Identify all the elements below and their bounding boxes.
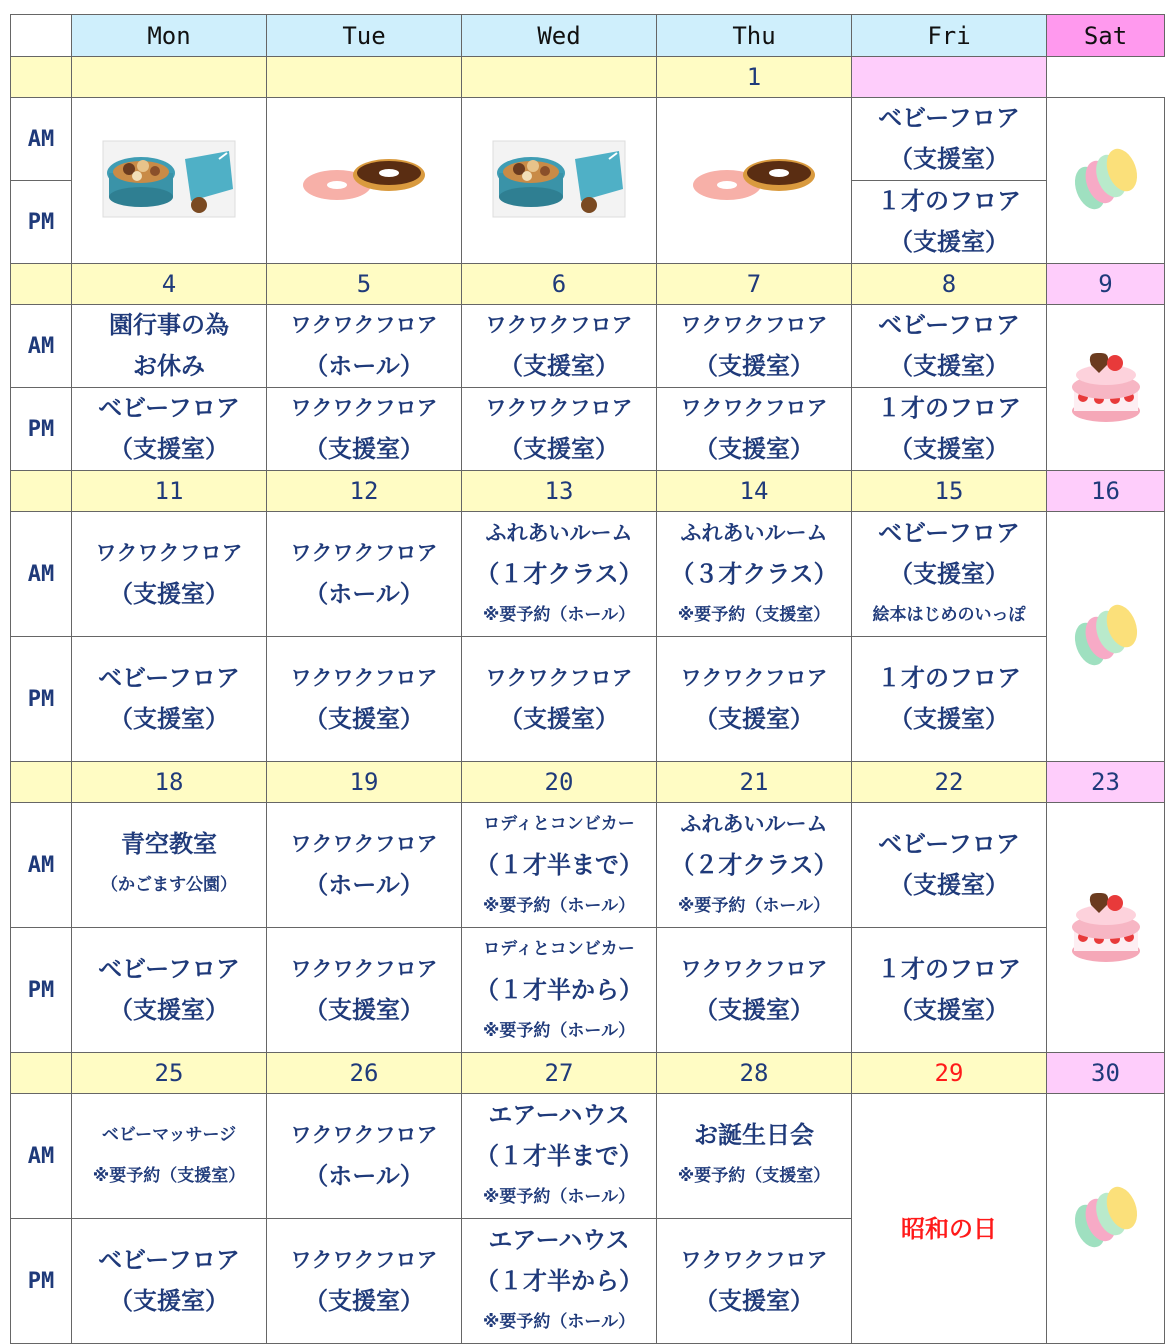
- cell-tue-am: [267, 305, 462, 388]
- picture-cell: [72, 98, 267, 264]
- event-title: エアーハウス: [488, 1100, 630, 1129]
- date-cell: 1: [657, 57, 852, 98]
- event: [267, 949, 461, 1031]
- event-detail: （１才半まで）: [475, 850, 643, 879]
- cell-tue-am: [267, 803, 462, 928]
- macaron-icon: [1066, 146, 1146, 216]
- event-detail: ※要予約（ホール）: [482, 1020, 636, 1041]
- am-row: [11, 803, 1165, 928]
- event-title: ワクワクフロア: [485, 396, 633, 420]
- cell-wed-pm: [462, 388, 657, 471]
- cell-wed-am: [462, 803, 657, 928]
- date-cell: 29: [852, 1053, 1047, 1094]
- event-detail: （支援室）: [889, 559, 1009, 588]
- event-title: お誕生日会: [694, 1121, 814, 1149]
- date-cell: 4: [72, 264, 267, 305]
- event-detail: （支援室）: [304, 705, 424, 733]
- event-detail: （支援室）: [694, 996, 814, 1024]
- pm-label: PM: [11, 637, 72, 762]
- date-row: [11, 471, 1165, 512]
- event-title: ワクワクフロア: [290, 957, 438, 981]
- event: [462, 929, 656, 1052]
- cell-mon-am: [72, 512, 267, 637]
- event: [657, 1115, 851, 1197]
- event-detail: ※要予約（ホール）: [482, 604, 636, 625]
- cell-thu-pm: [657, 1219, 852, 1344]
- cell-thu-am: [657, 1094, 852, 1219]
- cell-fri-pm: [852, 181, 1047, 264]
- event-detail: （支援室）: [889, 705, 1009, 733]
- event: [267, 533, 461, 615]
- cell-thu-am: [657, 803, 852, 928]
- event-title: ワクワクフロア: [485, 313, 633, 337]
- cell-wed-am: [462, 305, 657, 388]
- cell-fri-am: [852, 512, 1047, 637]
- event-title: ベビーフロア: [878, 518, 1020, 547]
- cell-tue-am: [267, 1094, 462, 1219]
- event-detail: （ホール）: [304, 1162, 424, 1190]
- event-title: １才のフロア: [877, 187, 1021, 215]
- event-detail: （支援室）: [889, 996, 1009, 1024]
- date-row-label: [11, 1053, 72, 1094]
- date-cell: 27: [462, 1053, 657, 1094]
- event-detail: （１才半から）: [475, 1266, 643, 1295]
- event-detail: お休み: [133, 352, 205, 380]
- event: [72, 1240, 266, 1322]
- event: [852, 824, 1046, 906]
- strawberry-cake-icon: [1069, 887, 1143, 969]
- event-detail: （支援室）: [109, 705, 229, 733]
- event-title: ベビーフロア: [98, 955, 240, 983]
- event-title: ベビーフロア: [878, 311, 1020, 339]
- event-title: ワクワクフロア: [485, 666, 633, 690]
- macaron-icon: [1066, 602, 1146, 672]
- date-row-label: [11, 471, 72, 512]
- event-detail: （支援室）: [889, 435, 1009, 463]
- cell-mon-am: [72, 305, 267, 388]
- event: [657, 388, 851, 470]
- date-row: [11, 264, 1165, 305]
- day-header-mon: Mon: [72, 15, 267, 57]
- event: [657, 949, 851, 1031]
- cell-mon-pm: [72, 637, 267, 762]
- am-label: AM: [11, 305, 72, 388]
- event: [267, 1240, 461, 1322]
- cell-wed-am: [462, 512, 657, 637]
- event-detail: （支援室）: [889, 228, 1009, 256]
- picture-cell: [657, 98, 852, 264]
- event-title: １才のフロア: [877, 394, 1021, 422]
- day-header-wed: Wed: [462, 15, 657, 57]
- event-title: 園行事の為: [109, 311, 229, 339]
- date-cell: 5: [267, 264, 462, 305]
- event-title: ふれあいルーム: [680, 520, 828, 545]
- pm-label: PM: [11, 1219, 72, 1344]
- cell-thu-am: [657, 305, 852, 388]
- event-title: ワクワクフロア: [680, 396, 828, 420]
- event: [72, 305, 266, 387]
- am-row: [11, 512, 1165, 637]
- event: [462, 1220, 656, 1343]
- macaron-icon: [1066, 1184, 1146, 1254]
- event-detail: （支援室）: [304, 435, 424, 463]
- date-cell: [462, 57, 657, 98]
- date-row: [11, 57, 1165, 98]
- cell-fri-pm: [852, 928, 1047, 1053]
- saturday-cell: [1047, 512, 1165, 762]
- pm-row: [11, 928, 1165, 1053]
- pm-row: [11, 637, 1165, 762]
- event-detail: （支援室）: [304, 1287, 424, 1315]
- cell-tue-pm: [267, 637, 462, 762]
- am-label: AM: [11, 98, 72, 181]
- event-detail: （支援室）: [109, 996, 229, 1024]
- cell-wed-pm: [462, 637, 657, 762]
- event-title: ふれあいルーム: [485, 520, 633, 545]
- saturday-cell: [1047, 98, 1165, 264]
- event: [72, 949, 266, 1031]
- event-detail: （支援室）: [694, 352, 814, 380]
- pm-label: PM: [11, 181, 72, 264]
- saturday-cell: [1047, 305, 1165, 471]
- event-title: ワクワクフロア: [680, 957, 828, 981]
- cell-mon-pm: [72, 1219, 267, 1344]
- date-cell: 18: [72, 762, 267, 803]
- date-cell: [72, 57, 267, 98]
- picture-cell: [462, 98, 657, 264]
- event: [267, 824, 461, 906]
- date-cell: 14: [657, 471, 852, 512]
- event: [657, 804, 851, 927]
- event: [72, 533, 266, 615]
- date-cell: 28: [657, 1053, 852, 1094]
- event: [72, 388, 266, 470]
- event-title: ワクワクフロア: [290, 313, 438, 337]
- event-detail: ※要予約（ホール）: [482, 1311, 636, 1332]
- event-detail: （支援室）: [499, 435, 619, 463]
- event-detail: （ホール）: [304, 580, 424, 608]
- event-detail: （支援室）: [889, 871, 1009, 899]
- event: [852, 388, 1046, 470]
- event: [657, 658, 851, 740]
- event: [852, 181, 1046, 263]
- strawberry-cake-icon: [1069, 347, 1143, 429]
- event-detail: ※要予約（ホール）: [677, 895, 831, 916]
- cell-wed-am: [462, 1094, 657, 1219]
- event-detail: （支援室）: [109, 435, 229, 463]
- event: [462, 388, 656, 470]
- donut-icon: [689, 155, 819, 207]
- event: [657, 305, 851, 387]
- date-cell: [267, 57, 462, 98]
- cell-fri-am: [852, 803, 1047, 928]
- event-title: エアーハウス: [488, 1225, 630, 1254]
- event-detail: （支援室）: [109, 580, 229, 608]
- event: [267, 1115, 461, 1197]
- date-cell: 9: [1047, 264, 1165, 305]
- event-detail: （支援室）: [304, 996, 424, 1024]
- event-detail: （支援室）: [694, 1287, 814, 1315]
- event-detail: ※要予約（支援室）: [677, 1166, 831, 1186]
- event-title: ワクワクフロア: [290, 666, 438, 690]
- event-detail: （支援室）: [499, 705, 619, 733]
- am-label: AM: [11, 1094, 72, 1219]
- event-detail: ※要予約（ホール）: [482, 895, 636, 916]
- event: [657, 1240, 851, 1322]
- cell-tue-pm: [267, 388, 462, 471]
- event-detail: ※要予約（支援室）: [92, 1166, 246, 1186]
- event-title: ワクワクフロア: [290, 1248, 438, 1272]
- cell-wed-pm: [462, 928, 657, 1053]
- date-cell: 23: [1047, 762, 1165, 803]
- pm-label: PM: [11, 388, 72, 471]
- event-detail: （２才クラス）: [670, 850, 838, 879]
- event: [462, 804, 656, 927]
- date-cell: 15: [852, 471, 1047, 512]
- event: [657, 513, 851, 636]
- event-detail: ※要予約（支援室）: [677, 604, 831, 625]
- date-cell: [11, 57, 72, 98]
- event: [267, 388, 461, 470]
- am-label: AM: [11, 512, 72, 637]
- event: [72, 824, 266, 906]
- event: [852, 949, 1046, 1031]
- event-detail: （支援室）: [499, 352, 619, 380]
- event: [852, 658, 1046, 740]
- event-title: ロディとコンビカー: [483, 813, 635, 834]
- event: [267, 305, 461, 387]
- event-title: ベビーフロア: [98, 1246, 240, 1274]
- event-detail: 絵本はじめのいっぽ: [872, 604, 1026, 625]
- event-detail: （かごます公園）: [101, 875, 237, 895]
- saturday-cell: [1047, 1094, 1165, 1344]
- event-detail: （支援室）: [109, 1287, 229, 1315]
- day-header-tue: Tue: [267, 15, 462, 57]
- date-cell: 12: [267, 471, 462, 512]
- cell-mon-am: [72, 1094, 267, 1219]
- date-cell: 26: [267, 1053, 462, 1094]
- event: [462, 658, 656, 740]
- date-row: [11, 762, 1165, 803]
- event: [852, 98, 1046, 180]
- date-cell: 6: [462, 264, 657, 305]
- cell-fri-holiday: [852, 1094, 1047, 1344]
- cell-thu-pm: [657, 388, 852, 471]
- date-cell: [852, 57, 1047, 98]
- day-header-fri: Fri: [852, 15, 1047, 57]
- holiday-label: 昭和の日: [901, 1215, 997, 1243]
- cell-tue-pm: [267, 1219, 462, 1344]
- date-cell: 22: [852, 762, 1047, 803]
- event-title: ベビーフロア: [878, 104, 1020, 132]
- picture-cell: [267, 98, 462, 264]
- event: [72, 658, 266, 740]
- date-cell: 7: [657, 264, 852, 305]
- event: [462, 1095, 656, 1218]
- date-cell: 20: [462, 762, 657, 803]
- event-detail: （支援室）: [889, 145, 1009, 173]
- monthly-calendar: [10, 14, 1165, 1344]
- am-row: [11, 98, 1165, 181]
- event-detail: （ホール）: [304, 352, 424, 380]
- event: [852, 513, 1046, 636]
- event-detail: （１才半まで）: [475, 1141, 643, 1170]
- event-detail: （１才クラス）: [475, 559, 643, 588]
- event: [462, 513, 656, 636]
- event-title: ベビーマッサージ: [101, 1125, 237, 1145]
- event: [462, 305, 656, 387]
- event-title: ロディとコンビカー: [483, 938, 635, 959]
- corner-cell: [11, 15, 72, 57]
- cell-fri-am: [852, 305, 1047, 388]
- cookie-box-icon: [101, 139, 237, 223]
- am-label: AM: [11, 803, 72, 928]
- am-row: [11, 305, 1165, 388]
- cell-fri-am: [852, 98, 1047, 181]
- event-title: ワクワクフロア: [680, 666, 828, 690]
- cell-thu-pm: [657, 928, 852, 1053]
- event: [267, 658, 461, 740]
- event-title: ワクワクフロア: [290, 1123, 438, 1147]
- date-cell: 21: [657, 762, 852, 803]
- cookie-box-icon: [491, 139, 627, 223]
- cell-mon-pm: [72, 388, 267, 471]
- date-row-label: [11, 762, 72, 803]
- event-title: 青空教室: [121, 830, 217, 858]
- pm-row: [11, 388, 1165, 471]
- date-row: [11, 1053, 1165, 1094]
- event-title: １才のフロア: [877, 955, 1021, 983]
- cell-tue-am: [267, 512, 462, 637]
- date-cell: 16: [1047, 471, 1165, 512]
- date-cell: 19: [267, 762, 462, 803]
- cell-tue-pm: [267, 928, 462, 1053]
- cell-thu-pm: [657, 637, 852, 762]
- event-title: ワクワクフロア: [290, 541, 438, 565]
- event-title: ふれあいルーム: [680, 811, 828, 836]
- date-cell: 8: [852, 264, 1047, 305]
- event-title: ベビーフロア: [98, 664, 240, 692]
- date-cell: 13: [462, 471, 657, 512]
- cell-mon-pm: [72, 928, 267, 1053]
- event-title: ワクワクフロア: [680, 313, 828, 337]
- date-row-label: [11, 264, 72, 305]
- cell-fri-pm: [852, 388, 1047, 471]
- cell-wed-pm: [462, 1219, 657, 1344]
- event-detail: （支援室）: [694, 435, 814, 463]
- event-title: ワクワクフロア: [95, 541, 243, 565]
- am-row: [11, 1094, 1165, 1219]
- event: [852, 305, 1046, 387]
- event-detail: ※要予約（ホール）: [482, 1186, 636, 1207]
- event-title: ベビーフロア: [98, 394, 240, 422]
- event-detail: （１才半から）: [475, 975, 643, 1004]
- event-title: ワクワクフロア: [680, 1248, 828, 1272]
- cell-thu-am: [657, 512, 852, 637]
- event-title: ワクワクフロア: [290, 832, 438, 856]
- cell-fri-pm: [852, 637, 1047, 762]
- cell-mon-am: [72, 803, 267, 928]
- date-cell: 25: [72, 1053, 267, 1094]
- event-detail: （支援室）: [694, 705, 814, 733]
- donut-icon: [299, 155, 429, 207]
- saturday-cell: [1047, 803, 1165, 1053]
- event-title: １才のフロア: [877, 664, 1021, 692]
- event-detail: （支援室）: [889, 352, 1009, 380]
- event-title: ベビーフロア: [878, 830, 1020, 858]
- date-cell: 30: [1047, 1053, 1165, 1094]
- day-header-thu: Thu: [657, 15, 852, 57]
- pm-label: PM: [11, 928, 72, 1053]
- date-cell: 11: [72, 471, 267, 512]
- event: [72, 1115, 266, 1197]
- event-detail: （３才クラス）: [670, 559, 838, 588]
- day-header-sat: Sat: [1047, 15, 1165, 57]
- event-detail: （ホール）: [304, 871, 424, 899]
- event-title: ワクワクフロア: [290, 396, 438, 420]
